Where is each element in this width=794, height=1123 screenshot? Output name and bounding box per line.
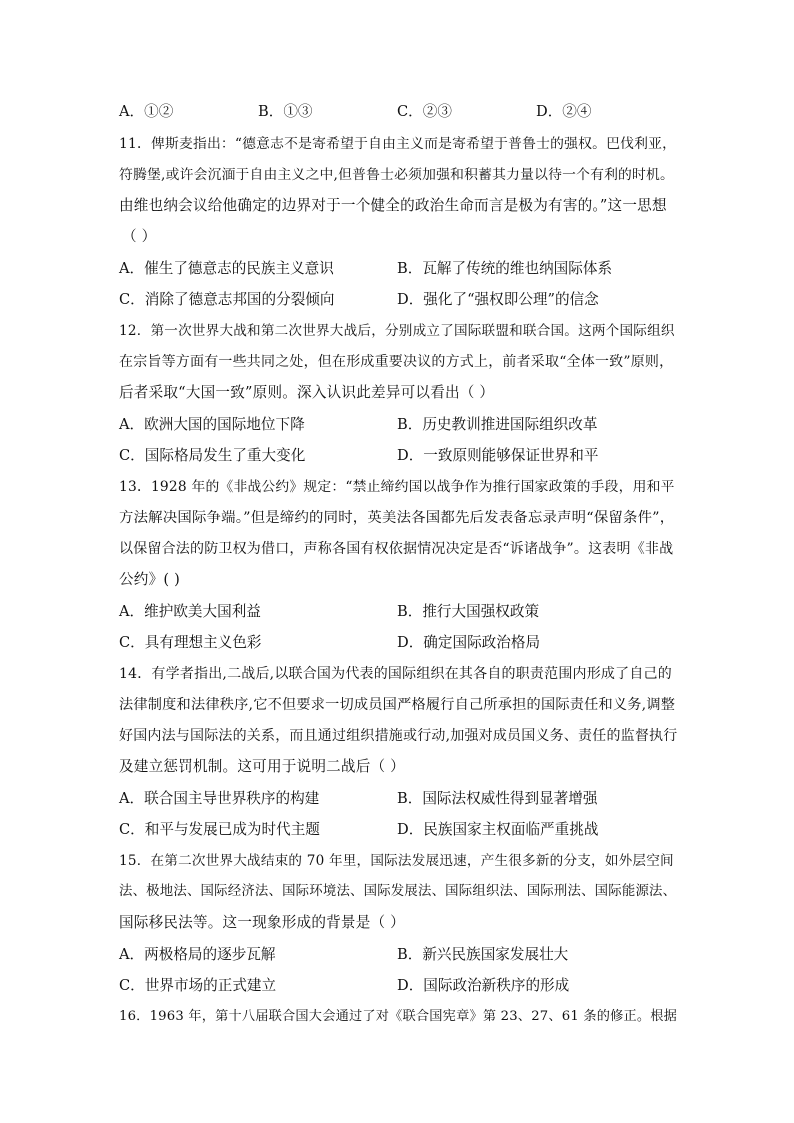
- question-14-line: 好国内法与国际法的关系，而且通过组织措施或行动,加强对成员国义务、责任的监督执行: [119, 728, 678, 744]
- answer-blank: （ ）: [122, 228, 157, 245]
- question-14-line: 及建立惩罚机制。这可用于说明二战后（ ）: [119, 758, 405, 775]
- option-row: [0, 945, 794, 965]
- option-row: [0, 446, 794, 466]
- option-row: [0, 820, 794, 840]
- option-b: B．①③: [258, 103, 313, 120]
- question-16-line: 16．1963 年，第十八届联合国大会通过了对《联合国宪章》第 23、27、61 条的修正。根据: [119, 1009, 678, 1024]
- question-14-line: 法律制度和法律秩序,它不但要求一切成员国严格履行自己所承担的国际责任和义务,调整: [119, 697, 676, 713]
- option-row: [0, 976, 794, 996]
- question-13-line: 公约》( ): [119, 571, 181, 588]
- option-d: D．国际政治新秩序的形成: [397, 977, 570, 994]
- option-d: D．强化了“强权即公理”的信念: [397, 291, 599, 308]
- option-a: A．欧洲大国的国际地位下降: [119, 416, 305, 433]
- option-row: [0, 602, 794, 622]
- question-14-line: 14．有学者指出,二战后,以联合国为代表的国际组织在其各自的职责范围内形成了自己的: [119, 666, 672, 682]
- question-15-line: 法、极地法、国际经济法、国际环境法、国际发展法、国际组织法、国际刑法、国际能源法、: [119, 884, 677, 899]
- option-c: C．国际格局发生了重大变化: [119, 447, 306, 464]
- option-c: C．消除了德意志邦国的分裂倾向: [119, 291, 335, 308]
- question-12-line: 在宗旨等方面有一些共同之处，但在形成重要决议的方式上，前者采取“全体一致”原则，: [119, 354, 674, 370]
- question-11-line: 11．俾斯麦指出：“德意志不是寄希望于自由主义而是寄希望于普鲁士的强权。巴伐利亚，: [119, 136, 677, 152]
- option-d: D．确定国际政治格局: [397, 634, 541, 651]
- option-row: [0, 102, 794, 122]
- option-b: B．国际法权威性得到显著增强: [397, 790, 598, 807]
- question-12-line: 12．第一次世界大战和第二次世界大战后，分别成立了国际联盟和联合国。这两个国际组织: [119, 323, 675, 339]
- option-row: [0, 415, 794, 435]
- option-b: B．推行大国强权政策: [397, 603, 540, 620]
- question-13-line: 以保留合法的防卫权为借口，声称各国有权依据情况决定是否“诉诸战争”。这表明《非战: [119, 541, 674, 557]
- question-13-line: 13．1928 年的《非战公约》规定：“禁止缔约国以战争作为推行国家政策的手段，用和平: [119, 479, 675, 495]
- option-a: A．①②: [119, 103, 174, 120]
- option-a: A．维护欧美大国利益: [119, 603, 261, 620]
- option-b: B．瓦解了传统的维也纳国际体系: [397, 260, 613, 277]
- option-c: C．和平与发展已成为时代主题: [119, 821, 320, 838]
- question-15-line: 15．在第二次世界大战结束的 70 年里，国际法发展迅速，产生很多新的分支，如外层空间: [119, 853, 674, 869]
- option-b: B．新兴民族国家发展壮大: [397, 946, 569, 963]
- option-c: C．②③: [397, 103, 452, 120]
- option-row: [0, 633, 794, 653]
- option-d: D．民族国家主权面临严重挑战: [397, 821, 599, 838]
- option-row: [0, 290, 794, 310]
- option-c: C．具有理想主义色彩: [119, 634, 262, 651]
- option-d: D．一致原则能够保证世界和平: [397, 447, 599, 464]
- question-11-line: 由维也纳会议给他确定的边界对于一个健全的政治生命而言是极为有害的。”这一思想: [119, 197, 667, 214]
- option-c: C．世界市场的正式建立: [119, 977, 277, 994]
- question-15-line: 国际移民法等。这一现象形成的背景是（ ）: [119, 914, 405, 931]
- option-a: A．联合国主导世界秩序的构建: [119, 790, 320, 807]
- option-row: [0, 259, 794, 279]
- question-13-line: 方法解决国际争端。”但是缔约的同时，英美法各国都先后发表备忘录声明“保留条件”，: [119, 510, 675, 526]
- question-12-line: 后者采取“大国一致”原则。深入认识此差异可以看出（ ）: [119, 384, 495, 401]
- question-11-line: 符腾堡,或许会沉湎于自由主义之中,但普鲁士必须加强和积蓄其力量以待一个有利的时机。: [119, 167, 675, 183]
- option-row: [0, 789, 794, 809]
- option-b: B．历史教训推进国际组织改革: [397, 416, 598, 433]
- option-a: A．催生了德意志的民族主义意识: [119, 260, 334, 277]
- option-d: D．②④: [536, 103, 592, 120]
- option-a: A．两极格局的逐步瓦解: [119, 946, 276, 963]
